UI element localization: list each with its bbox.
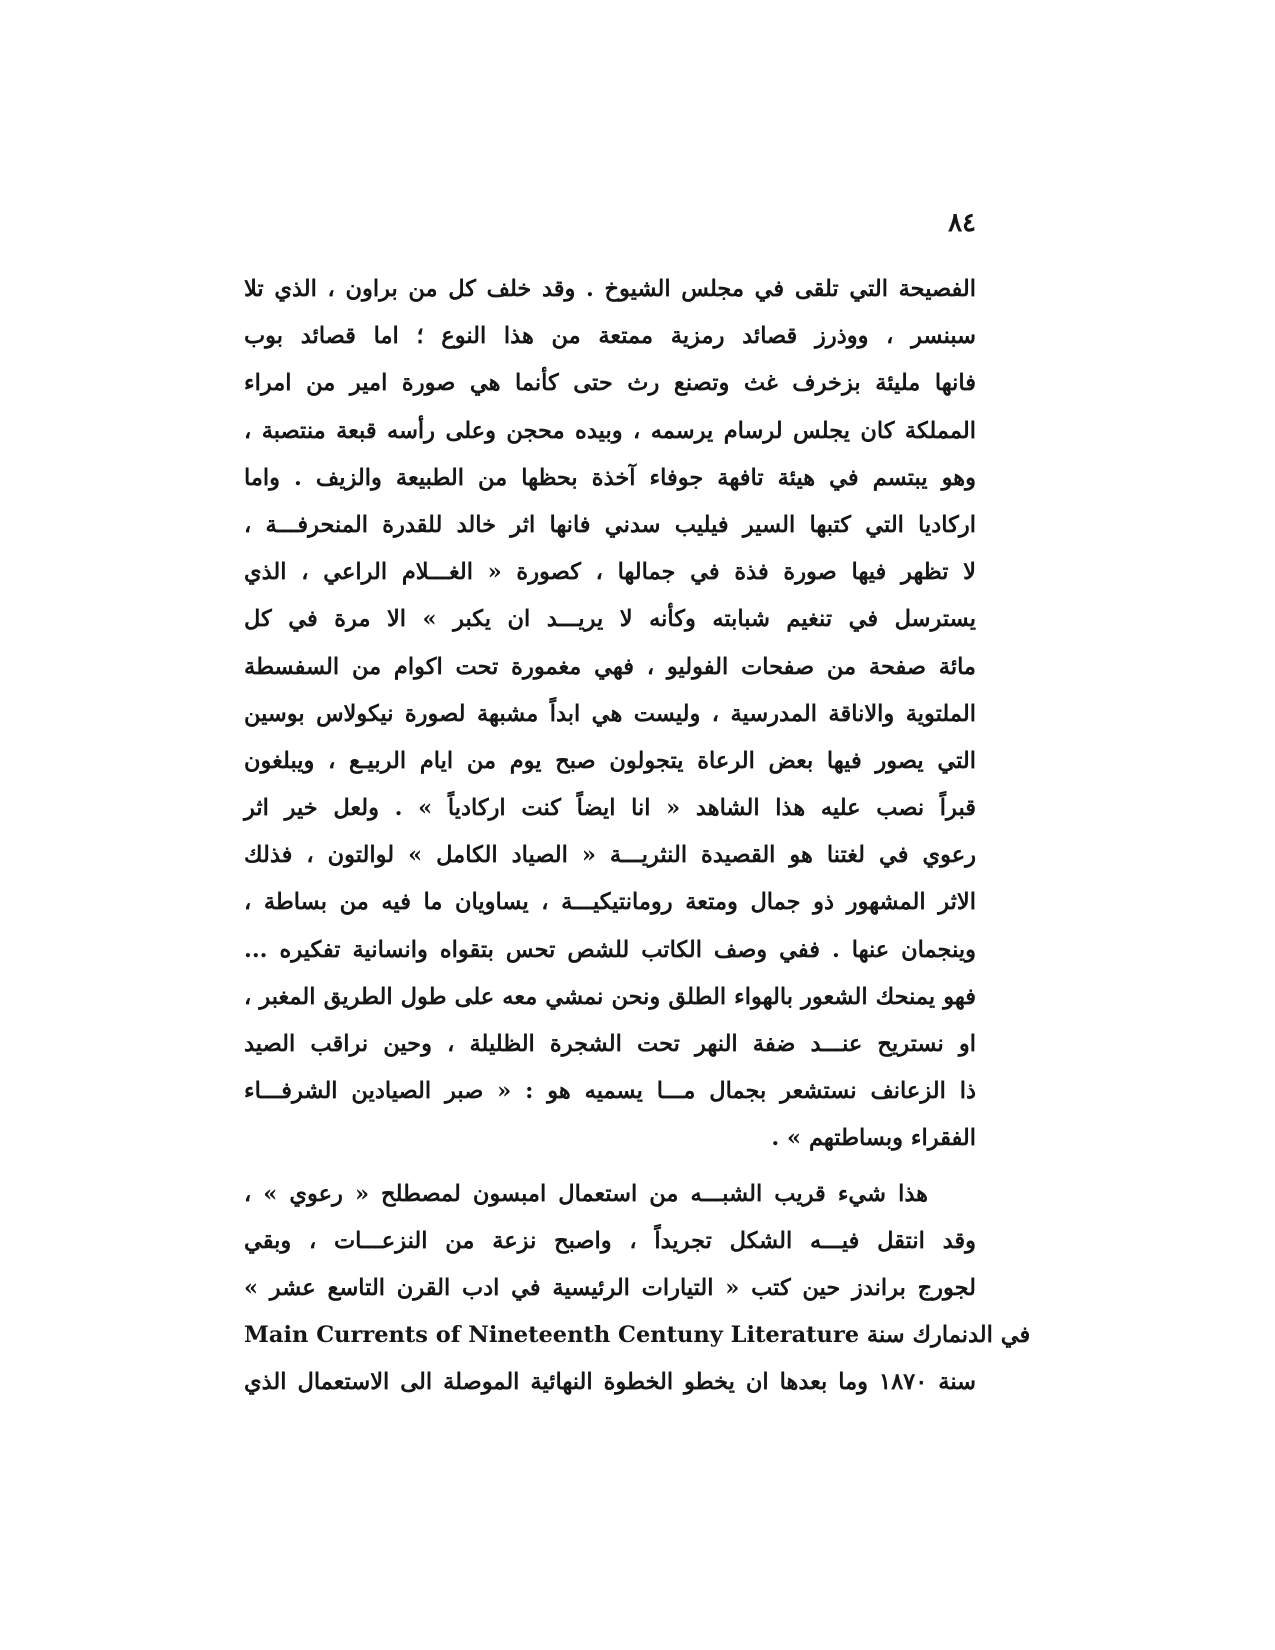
text-line: لا تظهر فيها صورة فذة في جمالها ، كصورة « الغـــلام الراعي ، الذي [244, 559, 976, 586]
text-line: الفقراء وبساطتهم » . [771, 1125, 976, 1152]
text-line: Main Currents of Nineteenth Centuny Literature في الدنمارك سنة [244, 1322, 1031, 1349]
text-line: الفصيحة التي تلقى في مجلس الشيوخ . وقد خلف كل من براون ، الذي تلا [244, 276, 976, 302]
text-line: الاثر المشهور ذو جمال ومتعة رومانتيكيـــة ، يساويان ما فيه من بساطة ، [244, 889, 976, 916]
paragraph-gap [244, 1163, 976, 1171]
text-line: التي يصور فيها بعض الرعاة يتجولون صبح يوم من ايام الربيـع ، ويبلغون [244, 747, 976, 774]
text-line: او نستريح عنـــد ضفة النهر تحت الشجرة الظليلة ، وحين نراقب الصيد [244, 1031, 976, 1057]
text-line: سنة ١٨٧٠ وما بعدها ان يخطو الخطوة النهائية الموصلة الى الاستعمال الذي [244, 1369, 976, 1396]
paragraph-1 [244, 266, 976, 1163]
text-line: قبراً نصب عليه هذا الشاهد « انا ايضاً كنت اركادياً » . ولعل خير اثر [244, 795, 976, 822]
text-line: المملكة كان يجلس لرسام يرسمه ، وبيده محجن وعلى رأسه قبعة منتصبة ، [244, 417, 976, 444]
text-line: سبنسر ، ووذرز قصائد رمزية ممتعة من هذا النوع ؛ اما قصائد بوب [244, 323, 976, 350]
text-line: فانها مليئة بزخرف غث وتصنع رث حتى كأنما هي صورة امير من امراء [244, 370, 976, 397]
text-line: ذا الزعانف نستشعر بجمال مـــا يسميه هو : « صبر الصيادين الشرفـــاء [244, 1078, 976, 1105]
text-line: لجورج براندز حين كتب « التيارات الرئيسية في ادب القرن التاسع عشر » [244, 1274, 976, 1301]
text-line: يسترسل في تنغيم شبابته وكأنه لا يريـــد ان يكبر » الا مرة في كل [244, 606, 976, 633]
text-line: وهو يبتسم في هيئة تافهة جوفاء آخذة بحظها من الطبيعة والزيف . واما [244, 464, 976, 491]
text-line: الملتوية والاناقة المدرسية ، وليست هي ابداً مشبهة لصورة نيكولاس بوسين [244, 700, 976, 727]
text-line: مائة صفحة من صفحات الفوليو ، فهي مغمورة تحت اكوام من السفسطة [244, 653, 976, 680]
body-text [244, 266, 1031, 1407]
text-line: فهو يمنحك الشعور بالهواء الطلق ونحن نمشي معه على طول الطريق المغبر ، [244, 983, 976, 1010]
text-line: وقد انتقل فيـــه الشكل تجريداً ، واصبح نزعة من النزعـــات ، وبقي [244, 1227, 976, 1254]
text-line: هذا شيء قريب الشبـــه من استعمال امبسون لمصطلح « رعوي » ، [244, 1180, 928, 1207]
paragraph-2 [244, 1171, 1031, 1407]
text-line: رعوي في لغتنا هو القصيدة النثريـــة « الصياد الكامل » لوالتون ، فذلك [244, 842, 976, 869]
page-number: ٨٤ [948, 208, 976, 238]
text-line: اركاديا التي كتبها السير فيليب سدني فانها اثر خالد للقدرة المنحرفـــة ، [244, 511, 976, 538]
text-line: وينجمان عنها . ففي وصف الكاتب للشص تحس بتقواه وانسانية تفكيره ... [244, 936, 976, 963]
